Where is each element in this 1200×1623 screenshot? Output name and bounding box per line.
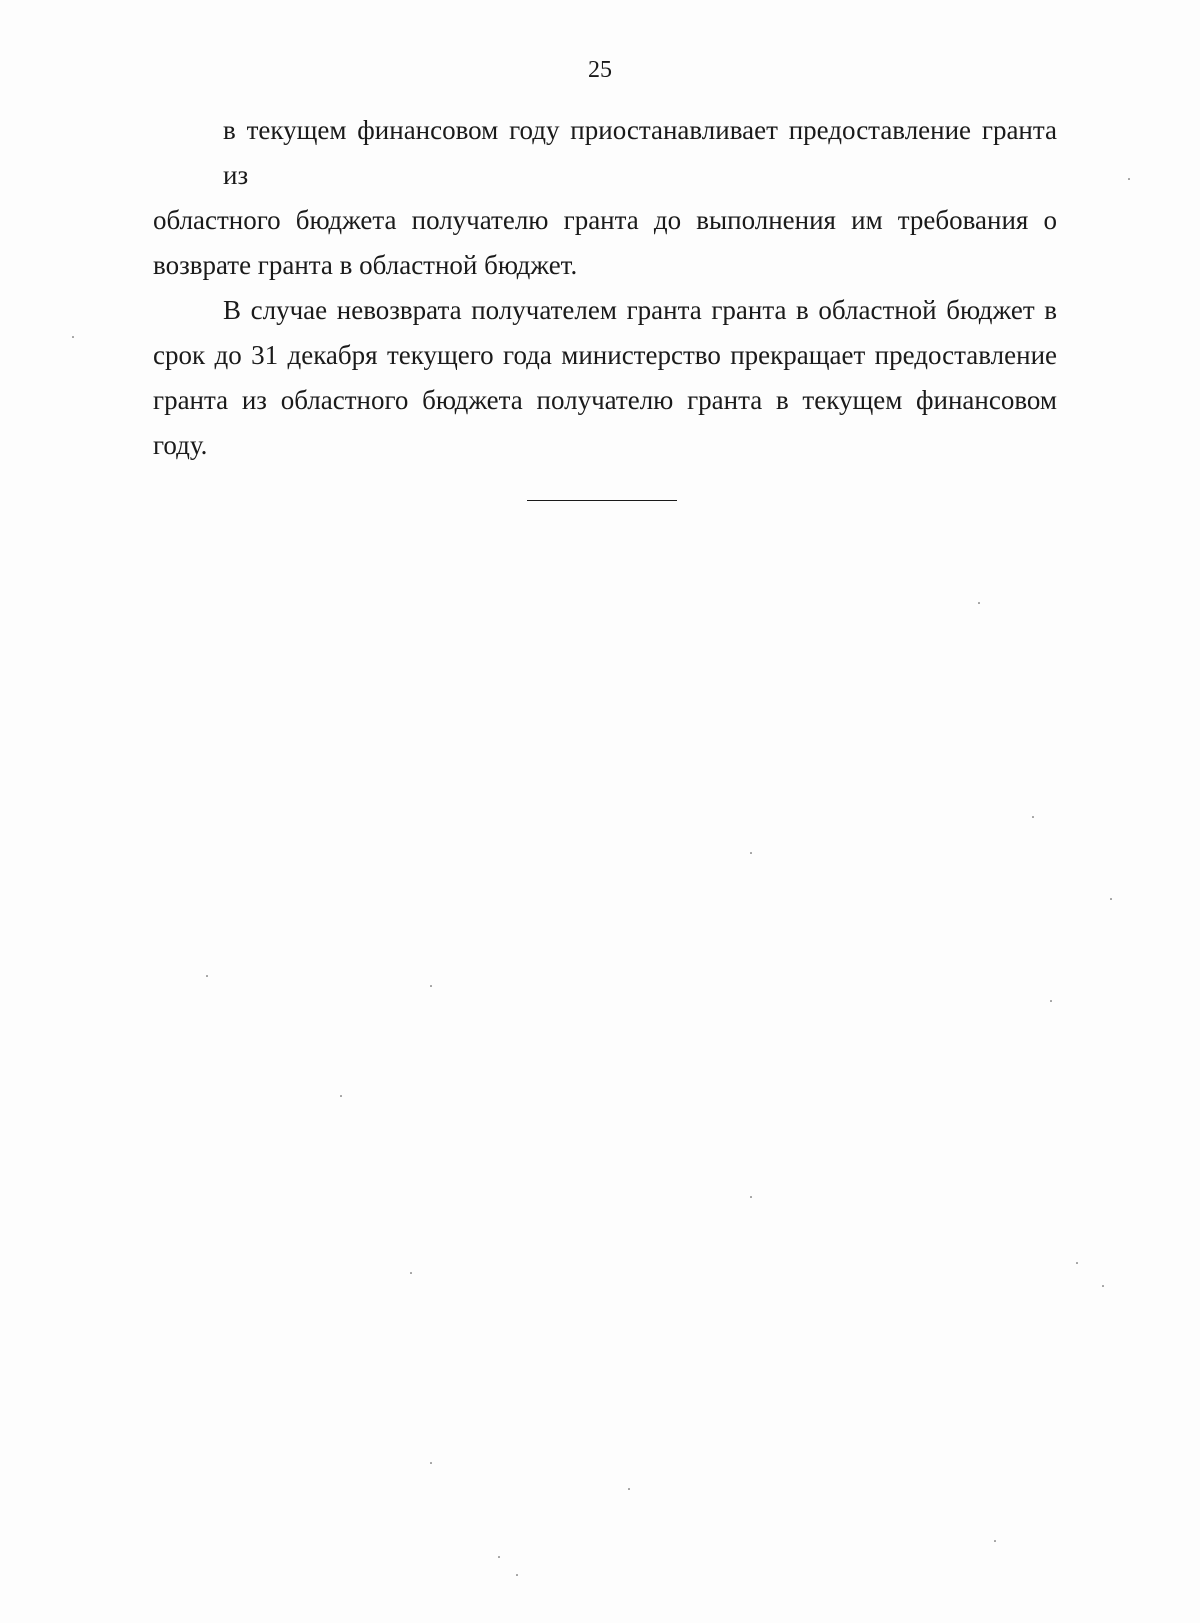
text-line: году. — [153, 430, 208, 460]
scan-speck — [1076, 1262, 1078, 1264]
scan-speck — [628, 1488, 630, 1490]
scan-speck — [516, 1574, 518, 1576]
scan-speck — [1102, 1285, 1104, 1287]
scan-speck — [1050, 1000, 1052, 1002]
text-line: гранта из областного бюджета получателю гранта в текущем финансовом — [153, 385, 1057, 415]
text-line: В случае невозврата получателем гранта гранта в областной бюджет в — [223, 295, 1057, 325]
scan-speck — [430, 985, 432, 987]
page-number: 25 — [588, 57, 612, 83]
end-of-document-rule — [527, 500, 677, 501]
scan-speck — [1032, 816, 1034, 818]
scan-speck — [72, 336, 74, 338]
text-line: областного бюджета получателю гранта до выполнения им требования о — [153, 205, 1057, 235]
scan-speck — [750, 1196, 752, 1198]
scan-speck — [410, 1272, 412, 1274]
scan-speck — [750, 852, 752, 854]
scan-speck — [430, 1462, 432, 1464]
paragraph-grant-termination — [153, 288, 1057, 468]
scan-speck — [340, 1095, 342, 1097]
scan-speck — [1110, 898, 1112, 900]
text-line: срок до 31 декабря текущего года министерство прекращает предоставление — [153, 340, 1057, 370]
scan-speck — [206, 975, 208, 977]
scan-speck — [994, 1540, 996, 1542]
scan-speck — [978, 602, 980, 604]
text-line: в текущем финансовом году приостанавливает предоставление гранта из — [223, 115, 1057, 190]
paragraph-grant-suspension — [153, 108, 1057, 288]
scan-speck — [498, 1556, 500, 1558]
document-body — [153, 108, 1057, 468]
scan-speck — [1128, 178, 1130, 180]
text-line: возврате гранта в областной бюджет. — [153, 250, 578, 280]
